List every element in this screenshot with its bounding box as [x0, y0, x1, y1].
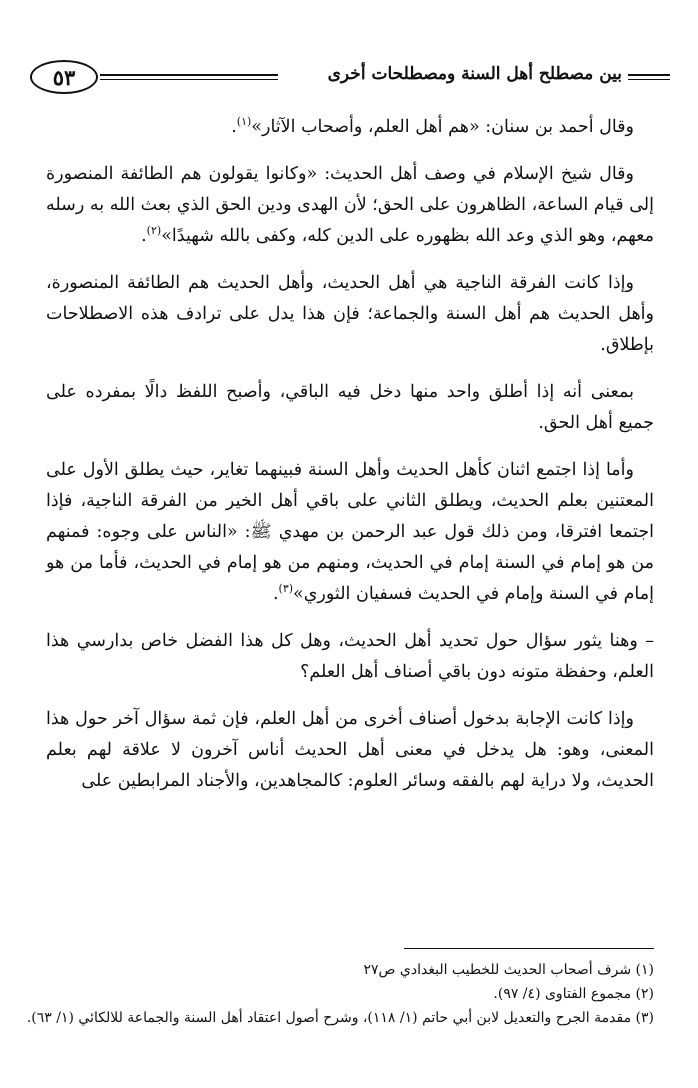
paragraph: بمعنى أنه إذا أطلق واحد منها دخل فيه الباقي، وأصبح اللفظ دالًا بمفرده على جميع أهل الحق.	[46, 382, 654, 433]
main-text	[46, 112, 654, 813]
paragraph-text: وأما إذا اجتمع اثنان كأهل الحديث وأهل السنة فبينهما تغاير، حيث يطلق الأول على المعتنين بعلم الحديث، ويطلق الثاني على باقي أهل الخير من الفرقة الناجية، فإذا اجتمعا افترقا، ومن ذلك قول عبد الرحمن بن مهدي ﷺ: «الناس على وجوه: فمنهم من هو إمام في السنة إمام في الحديث، ومنهم من هو إمام في الحديث، فأما من هو إمام في السنة وإمام في الحديث فسفيان الثوري»	[46, 460, 654, 604]
paragraph-end: .	[231, 117, 237, 137]
page-number: ٥٣	[52, 64, 76, 90]
paragraph-text: وقال شيخ الإسلام في وصف أهل الحديث: «وكانوا يقولون هم الطائفة المنصورة إلى قيام الساعة، الظاهرون على الحق؛ لأن الهدى ودين الحق الذي بعث الله به رسله معهم، وهو الذي وعد الله بظهوره على الدين كله، وكفى بالله شهيدًا»	[46, 164, 654, 246]
footnote-ref[interactable]: (٣)	[278, 582, 294, 596]
paragraph	[46, 112, 654, 143]
paragraph: وإذا كانت الفرقة الناجية هي أهل الحديث، وأهل الحديث هم الطائفة المنصورة، وأهل الحديث هم أهل السنة والجماعة؛ فإن هذا يدل على ترادف هذه الاصطلاحات بإطلاق.	[46, 273, 654, 355]
running-title: بين مصطلح أهل السنة ومصطلحات أخرى	[327, 64, 622, 84]
page-header	[30, 58, 670, 98]
paragraph	[46, 455, 654, 610]
footnotes	[26, 958, 654, 1030]
page-number-badge	[30, 60, 98, 94]
paragraph-end: .	[141, 226, 147, 246]
footnote-item: (٢) مجموع الفتاوى (٤/ ٩٧).	[493, 986, 654, 1002]
footnote-item: (١) شرف أصحاب الحديث للخطيب البغدادي ص٢٧	[363, 962, 654, 978]
paragraph	[46, 159, 654, 252]
footnote-ref[interactable]: (١)	[236, 115, 252, 129]
paragraph-text: وقال أحمد بن سنان: «هم أهل العلم، وأصحاب الآثار»	[251, 117, 634, 137]
header-rule-left	[100, 74, 278, 84]
footnote-item: (٣) مقدمة الجرح والتعديل لابن أبي حاتم (١/ ١١٨)، وشرح أصول اعتقاد أهل السنة والجماعة للالكائي (١/ ٦٣).	[26, 1010, 654, 1026]
paragraph: – وهنا يثور سؤال حول تحديد أهل الحديث، وهل كل هذا الفضل خاص بدارسي هذا العلم، وحفظة متونه دون باقي أصناف أهل العلم؟	[46, 631, 654, 682]
paragraph: وإذا كانت الإجابة بدخول أصناف أخرى من أهل العلم، فإن ثمة سؤال آخر حول هذا المعنى، وهو: هل يدخل في معنى أهل الحديث أناس آخرون لا علاقة لهم بعلم الحديث، ولا دراية لهم بالفقه وسائر العلوم: كالمجاهدين، والأجناد المرابطين على	[46, 709, 654, 791]
footnote-separator	[404, 948, 654, 949]
footnote-ref[interactable]: (٢)	[146, 224, 162, 238]
paragraph-end: .	[272, 584, 279, 604]
header-rule-right	[628, 74, 670, 84]
